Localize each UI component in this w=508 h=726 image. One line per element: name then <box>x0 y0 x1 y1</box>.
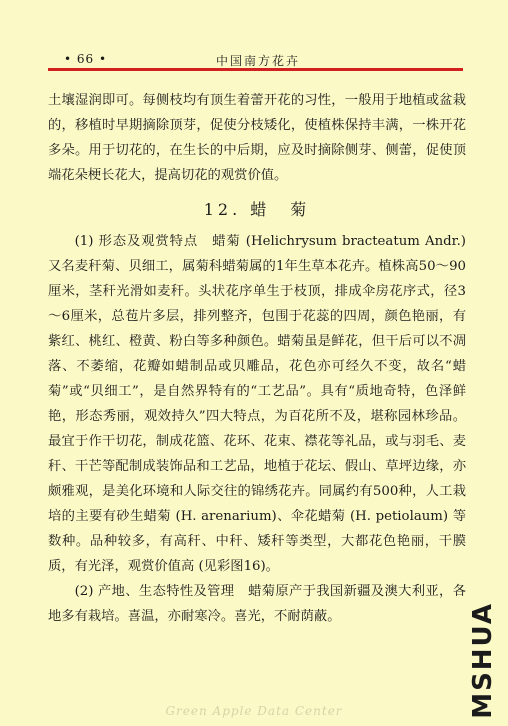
header-rule <box>48 68 463 71</box>
paragraph-morphology: (1) 形态及观赏特点 蜡菊 (Helichrysum bracteatum Andr.) 又名麦秆菊、贝细工，属菊科蜡菊属的1年生草本花卉。植株高50～90厘米，茎秆光滑如麦秆。头状花序单生于枝顶，排成伞房花序式，径3～6厘米，总苞片多层，排列整齐，包围于花蕊的四周，颜色艳丽，有紫红、桃红、橙黄、粉白等多种颜色。蜡菊虽是鲜花，但干后可以不凋落、不萎缩，花瓣如蜡制品或贝雕品，花色亦可经久不变，故名“蜡菊”或“贝细工”，是自然界特有的“工艺品”。具有“质地奇特，色泽鲜艳，形态秀丽，观效持久”四大特点，为百花所不及，堪称园林珍品。最宜于作干切花，制成花篮、花环、花束、襟花等礼品，或与羽毛、麦秆、干芒等配制成装饰品和工艺品，地植于花坛、假山、草坪边缘，亦颇雅观，是美化环境和人际交往的锦绣花卉。同属约有500种，人工栽培的主要有砂生蜡菊 (H. arenarium)、伞花蜡菊 (H. petiolaum) 等数种。品种较多，有高秆、中秆、矮秆等类型，大都花色艳丽，干膜质，有光泽，观赏价值高 (见彩图16)。 <box>48 234 466 574</box>
intro-paragraph: 土壤湿润即可。每侧枝均有顶生着蕾开花的习性，一般用于地植或盆栽的，移植时早期摘除顶芽，促使分枝矮化，使植株保持丰满，一株开花多朵。用于切花的，在生长的中后期，应及时摘除侧芽、侧蕾，促使顶端花朵梗长花大，提高切花的观赏价值。 <box>48 93 466 183</box>
side-watermark: MSHUA <box>468 602 498 719</box>
paragraph-origin: (2) 产地、生态特性及管理 蜡菊原产于我国新疆及澳大利亚，各地多有栽培。喜温，亦耐寒冷。喜光，不耐荫蔽。 <box>48 584 466 624</box>
body-text <box>48 88 466 629</box>
page-number: • 66 • <box>64 52 108 66</box>
running-title: 中国南方花卉 <box>216 54 301 68</box>
bottom-watermark: Green Apple Data Center <box>165 704 343 718</box>
section-title: 12. 蜡 菊 <box>203 200 311 219</box>
